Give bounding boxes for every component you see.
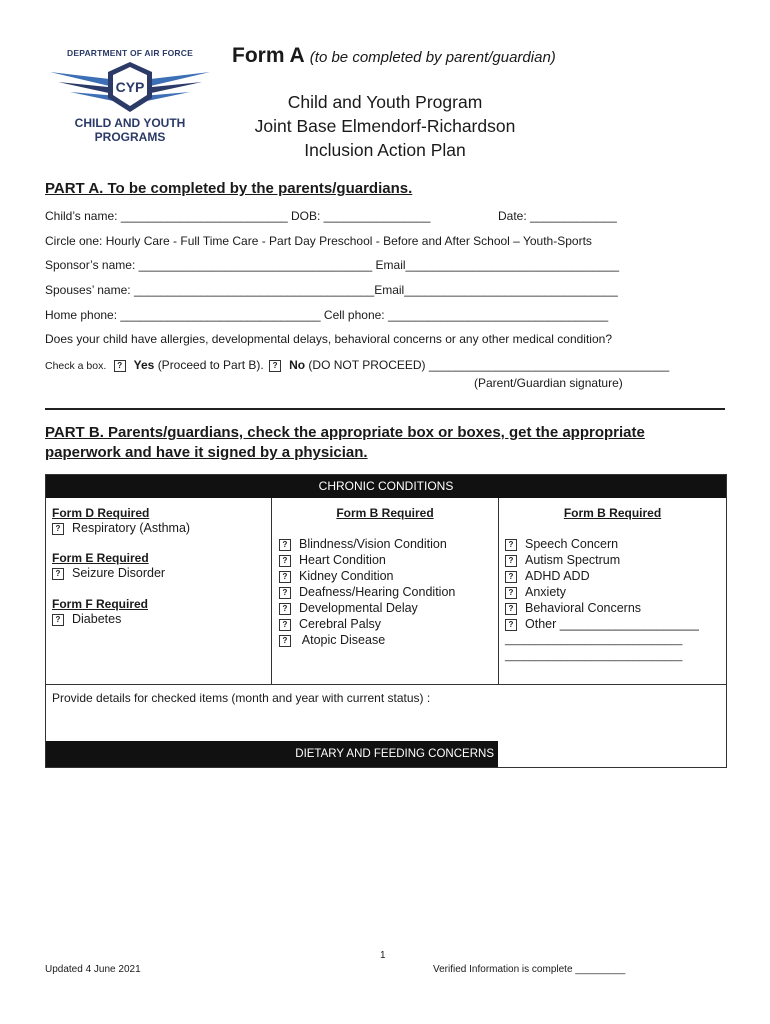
form-label: Form A (232, 44, 304, 67)
col1-conditions (52, 506, 267, 627)
condition-checkbox[interactable]: ? (505, 555, 517, 567)
yes-note: (Proceed to Part B). (157, 358, 264, 372)
condition-label: Deafness/Hearing Condition (299, 585, 456, 599)
col2-heading: Form B Required (336, 506, 434, 520)
condition-item[interactable] (505, 536, 724, 552)
yes-checkbox[interactable]: ? (114, 360, 126, 372)
condition-label: Speech Concern (525, 537, 619, 551)
condition-item[interactable] (279, 616, 497, 632)
condition-item[interactable] (279, 568, 497, 584)
condition-item[interactable] (52, 565, 267, 581)
condition-checkbox[interactable]: ? (279, 539, 291, 551)
condition-item[interactable] (279, 632, 497, 648)
condition-checkbox[interactable]: ? (279, 571, 291, 583)
yes-no-row (45, 358, 669, 372)
condition-label: Kidney Condition (299, 569, 394, 583)
logo-badge-text: CYP (115, 79, 145, 95)
condition-label: Diabetes (72, 612, 122, 626)
col2-conditions (279, 536, 497, 648)
child-name-line[interactable]: Child’s name: _________________________ DOB: ________________ (45, 209, 431, 223)
other-line[interactable]: _____________________________ (505, 634, 683, 646)
condition-label: Atopic Disease (299, 633, 386, 647)
dietary-header-text: DIETARY AND FEEDING CONCERNS (295, 748, 494, 760)
condition-checkbox[interactable]: ? (505, 603, 517, 615)
page-number: 1 (380, 950, 386, 961)
signature-caption: (Parent/Guardian signature) (474, 376, 623, 390)
details-field[interactable] (46, 685, 726, 740)
condition-label: Respiratory (Asthma) (72, 521, 191, 535)
condition-checkbox[interactable]: ? (52, 614, 64, 626)
circle-one-line[interactable]: Circle one: Hourly Care - Full Time Care - Part Day Preschool - Before and After School – Youth-Sports (45, 234, 592, 248)
condition-checkbox[interactable]: ? (279, 555, 291, 567)
condition-checkbox[interactable]: ? (279, 603, 291, 615)
part-b-title-2: paperwork and have it signed by a physician. (45, 444, 368, 461)
condition-checkbox[interactable]: ? (279, 635, 291, 647)
condition-item[interactable] (52, 611, 267, 627)
condition-question: Does your child have allergies, developmental delays, behavioral concerns or any other medical condition? (45, 332, 612, 346)
condition-checkbox[interactable]: ? (52, 568, 64, 580)
cyp-logo (48, 46, 212, 146)
condition-item[interactable] (505, 552, 724, 568)
condition-label: Anxiety (525, 585, 566, 599)
phone-line[interactable]: Home phone: ______________________________ Cell phone: _________________________________ (45, 308, 609, 322)
base-name: Joint Base Elmendorf-Richardson (254, 116, 516, 136)
logo-line-2: PROGRAMS (94, 130, 166, 144)
condition-checkbox[interactable]: ? (279, 587, 291, 599)
dietary-cell[interactable] (499, 741, 726, 767)
condition-checkbox[interactable]: ? (505, 587, 517, 599)
condition-checkbox[interactable]: ? (52, 523, 64, 535)
section-divider (45, 408, 725, 410)
part-b-title-1: PART B. Parents/guardians, check the appropriate box or boxes, get the appropriate (45, 424, 645, 441)
other-line[interactable]: _____________________________ (505, 650, 683, 662)
dietary-header (46, 741, 498, 767)
form-f-heading: Form F Required (52, 597, 149, 611)
column-divider (271, 498, 272, 684)
logo-department-text: DEPARTMENT OF AIR FORCE (67, 48, 193, 58)
part-a-title: PART A. To be completed by the parents/guardians. (45, 180, 413, 197)
condition-label: Developmental Delay (299, 601, 418, 615)
condition-label: Heart Condition (299, 553, 386, 567)
col3-heading: Form B Required (563, 506, 662, 520)
column-divider (498, 498, 499, 684)
condition-checkbox[interactable]: ? (505, 539, 517, 551)
check-a-box-label: Check a box. (45, 360, 107, 372)
condition-item[interactable] (279, 600, 497, 616)
condition-label: Cerebral Palsy (299, 617, 381, 631)
condition-label: Blindness/Vision Condition (299, 537, 447, 551)
condition-label: ADHD ADD (525, 569, 590, 583)
condition-item[interactable] (279, 584, 497, 600)
spouse-line[interactable]: Spouses’ name: ____________________________________Email________________________________ (45, 283, 618, 297)
condition-item[interactable] (505, 600, 724, 616)
sponsor-line[interactable]: Sponsor’s name: ___________________________________ Email________________________________ (45, 258, 620, 272)
condition-checkbox[interactable]: ? (505, 571, 517, 583)
condition-item[interactable] (505, 616, 724, 632)
condition-item[interactable] (505, 568, 724, 584)
condition-label: Seizure Disorder (72, 566, 166, 580)
condition-item[interactable] (52, 520, 267, 536)
condition-checkbox[interactable]: ? (505, 619, 517, 631)
program-name: Child and Youth Program (287, 92, 483, 112)
condition-label[interactable]: Other ____________________ (525, 617, 699, 631)
plan-name: Inclusion Action Plan (304, 140, 466, 160)
verified-line[interactable]: Verified Information is complete _________ (433, 964, 626, 975)
condition-label: Behavioral Concerns (525, 601, 642, 615)
updated-date: Updated 4 June 2021 (45, 964, 141, 975)
details-label: Provide details for checked items (month and year with current status) : (52, 691, 431, 705)
condition-checkbox[interactable]: ? (279, 619, 291, 631)
program-title-block (200, 90, 570, 162)
form-d-heading: Form D Required (52, 506, 150, 520)
no-note[interactable]: (DO NOT PROCEED) ____________________________________ (308, 358, 670, 372)
form-subtitle: (to be completed by parent/guardian) (309, 49, 556, 66)
yes-label: Yes (133, 358, 155, 372)
form-e-heading: Form E Required (52, 551, 149, 565)
no-label: No (289, 358, 306, 372)
condition-item[interactable] (279, 552, 497, 568)
logo-line-1: CHILD AND YOUTH (74, 116, 186, 130)
form-title (232, 44, 556, 68)
cyp-wings-emblem (48, 58, 212, 116)
chronic-conditions-header: CHRONIC CONDITIONS (46, 475, 726, 498)
no-checkbox[interactable]: ? (269, 360, 281, 372)
col3-conditions (505, 536, 724, 664)
condition-item[interactable] (505, 584, 724, 600)
date-line[interactable]: Date: _____________ (498, 209, 617, 223)
condition-item[interactable] (279, 536, 497, 552)
conditions-table (45, 474, 727, 768)
condition-label: Autism Spectrum (525, 553, 621, 567)
